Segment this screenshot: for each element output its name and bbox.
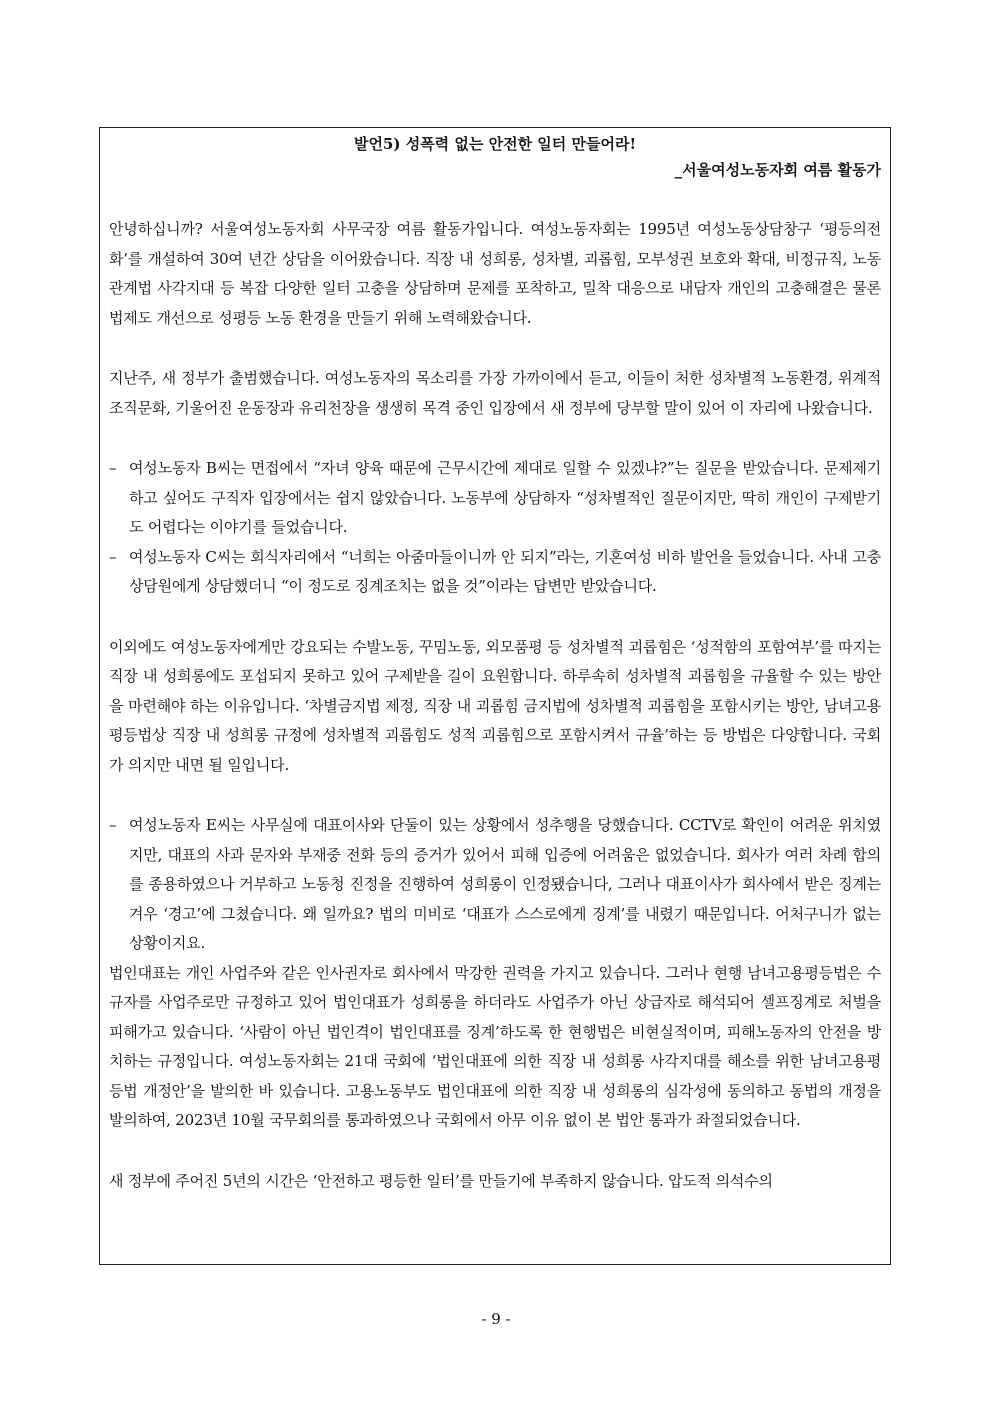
paragraph-closing: 새 정부에 주어진 5년의 시간은 ‘안전하고 평등한 일터’를 만들기에 부족하지 않습니다. 압도적 의석수의 (109, 1171, 773, 1190)
list-item-text: 여성노동자 C씨는 회식자리에서 “너희는 아줌마들이니까 안 되지”라는, 기혼여성 비하 발언을 들었습니다. 사내 고충상담원에게 상담했더니 “이 정도로 징계조치는 없을 것”이라는 답변만 받았습니다. (129, 547, 881, 595)
paragraph-new-government: 지난주, 새 정부가 출범했습니다. 여성노동자의 목소리를 가장 가까이에서 듣고, 이들이 처한 성차별적 노동환경, 위계적 조직문화, 기울어진 운동장과 유리천장을 생생히 목격 중인 입장에서 새 정부에 당부할 말이 있어 이 자리에 나왔습니다. (109, 369, 881, 417)
document-author: _서울여성노동자회 여름 활동가 (674, 161, 881, 179)
page-number: - 9 - (481, 1310, 511, 1328)
list-item (109, 454, 881, 543)
document-title: 발언5) 성폭력 없는 안전한 일터 만들어라! (353, 135, 637, 153)
paragraph-intro: 안녕하십니까? 서울여성노동자회 사무국장 여름 활동가입니다. 여성노동자회는 1995년 여성노동상담창구 ‘평등의전화’를 개설하여 30여 년간 상담을 이어왔습니다. 직장 내 성희롱, 성차별, 괴롭힘, 모부성권 보호와 확대, 비정규직, 노동관계법 사각지대 등 복잡 다양한 일터 고충을 상담하며 문제를 포착하고, 밀착 대응으로 내담자 개인의 고충해결은 물론 법제도 개선으로 성평등 노동 환경을 만들기 위해 노력해왔습니다. (109, 220, 881, 327)
paragraph-corporate-representative: 법인대표는 개인 사업주와 같은 인사권자로 회사에서 막강한 권력을 가지고 있습니다. 그러나 현행 남녀고용평등법은 수규자를 사업주로만 규정하고 있어 법인대표가 성희롱을 하더라도 사업주가 아닌 상급자로 해석되어 셀프징계로 처벌을 피해가고 있습니다. ‘사람이 아닌 법인격이 법인대표를 징계’하도록 한 현행법은 비현실적이며, 피해노동자의 안전을 방치하는 규정입니다. 여성노동자회는 21대 국회에 ‘법인대표에 의한 직장 내 성희롱 사각지대를 해소를 위한 남녀고용평등법 개정안’을 발의한 바 있습니다. 고용노동부도 법인대표에 의한 직장 내 성희롱의 심각성에 동의하고 동법의 개정을 발의하여, 2023년 10월 국무회의를 통과하였으나 국회에서 아무 이유 없이 본 법안 통과가 좌절되었습니다. (109, 963, 881, 1129)
dash-marker: – (109, 459, 117, 477)
list-item (109, 543, 881, 602)
spacer (109, 423, 881, 454)
spacer (109, 1136, 881, 1167)
dash-marker: – (109, 816, 117, 834)
paragraph-gender-harassment: 이외에도 여성노동자에게만 강요되는 수발노동, 꾸밈노동, 외모품평 등 성차별적 괴롭힘은 ‘성적함의 포함여부’를 따지는 직장 내 성희롱에도 포섭되지 못하고 있어 구제받을 길이 요원합니다. 하루속히 성차별적 괴롭힘을 규율할 수 있는 방안을 마련해야 하는 이유입니다. ‘차별금지법 제정, 직장 내 괴롭힘 금지법에 성차별적 괴롭힘을 포함시키는 방안, 남녀고용평등법상 직장 내 성희롱 규정에 성차별적 괴롭힘도 성적 괴롭힘으로 포함시켜서 규율’하는 등 방법은 다양합니다. 국회가 의지만 내면 될 일입니다. (109, 637, 881, 774)
document-box (99, 127, 891, 1265)
dash-marker: – (109, 547, 117, 566)
document-content (109, 128, 881, 1196)
spacer (109, 780, 881, 811)
spacer (109, 333, 881, 364)
spacer (109, 184, 881, 215)
case-list-a (109, 454, 881, 602)
list-item-text: 여성노동자 E씨는 사무실에 대표이사와 단둘이 있는 상황에서 성추행을 당했습니다. CCTV로 확인이 어려운 위치였지만, 대표의 사과 문자와 부재중 전화 등의 증거가 있어서 피해 입증에 어려움은 없었습니다. 회사가 여러 차례 합의를 종용하였으나 거부하고 노동청 진정을 진행하여 성희롱이 인정됐습니다, 그러나 대표이사가 회사에서 받은 징계는 겨우 ‘경고’에 그쳤습니다. 왜 일까요? 법의 미비로 ‘대표가 스스로에게 징계’를 내렸기 때문입니다. 어처구니가 없는 상황이지요. (129, 816, 881, 952)
spacer (109, 602, 881, 633)
list-item-text: 여성노동자 B씨는 면접에서 “자녀 양육 때문에 근무시간에 제대로 일할 수 있겠냐?”는 질문을 받았습니다. 문제제기 하고 싶어도 구직자 입장에서는 쉽지 않았습니다. 노동부에 상담하자 “성차별적인 질문이지만, 딱히 개인이 구제받기도 어렵다는 이야기를 들었습니다. (129, 459, 882, 536)
case-list-b (109, 811, 881, 959)
list-item (109, 811, 881, 959)
